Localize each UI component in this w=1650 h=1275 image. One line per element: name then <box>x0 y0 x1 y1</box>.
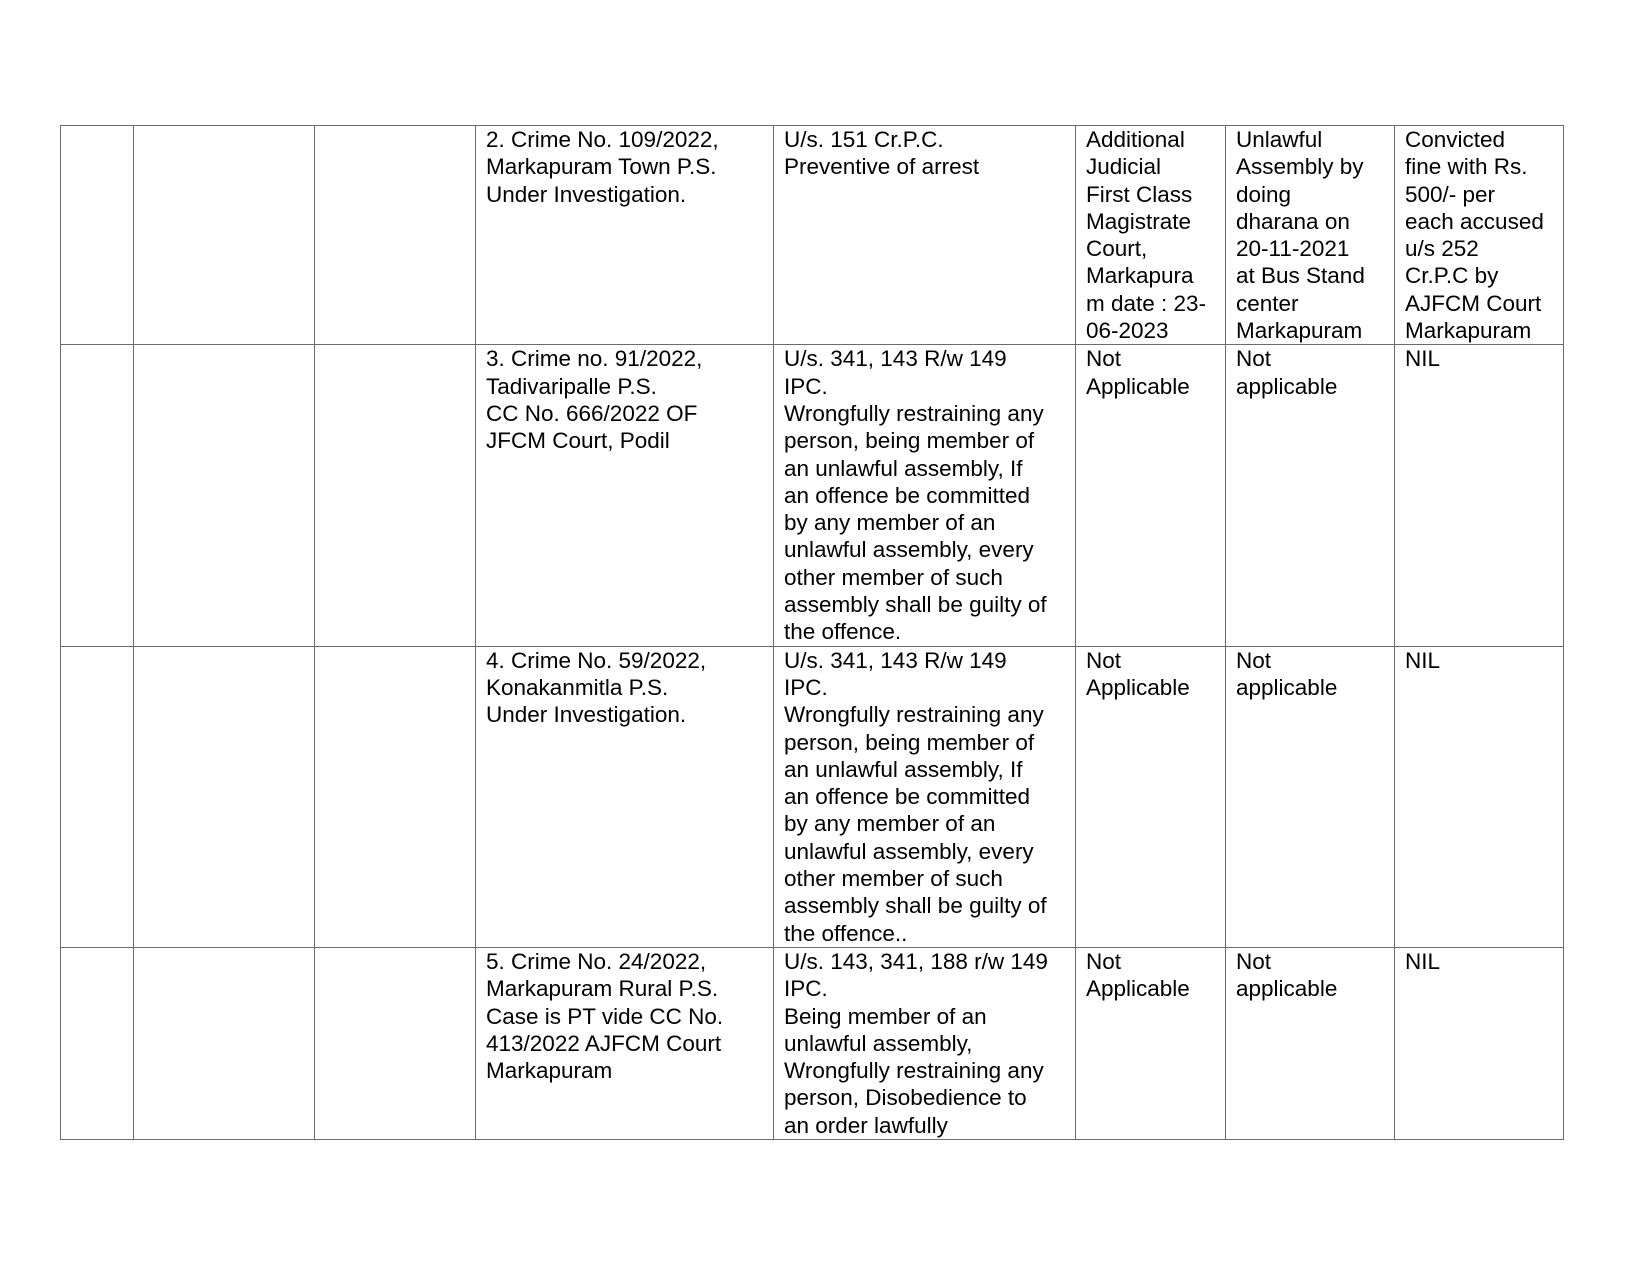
cell-text-line: Court, <box>1086 236 1148 262</box>
empty-cell <box>61 947 134 1139</box>
cell-text-line: Markapura <box>1086 263 1194 289</box>
court-cell <box>1076 947 1226 1139</box>
cell-text-line: Markapuram Rural P.S. <box>486 976 719 1002</box>
cell-text-line: Being member of an <box>784 1003 987 1029</box>
cell-text-line: 413/2022 AJFCM Court <box>486 1030 722 1056</box>
cell-text-line: dharana on <box>1236 208 1350 234</box>
cell-text-line: Markapuram <box>486 1058 613 1084</box>
cell-text-line: Markapuram Town P.S. <box>486 154 717 180</box>
empty-cell <box>134 345 315 646</box>
cell-text-line: Wrongfully restraining any <box>784 1058 1044 1084</box>
cell-text-line: each accused <box>1405 208 1544 234</box>
cell-text-line: Preventive of arrest <box>784 154 980 180</box>
cell-text-line: NIL <box>1405 346 1441 372</box>
empty-cell <box>315 345 476 646</box>
cell-text-line: Not <box>1236 346 1272 372</box>
table-row <box>61 126 1564 345</box>
cell-text-line: NIL <box>1405 647 1441 673</box>
empty-cell <box>61 345 134 646</box>
result-cell <box>1395 947 1564 1139</box>
court-cell <box>1076 126 1226 345</box>
offence-cell <box>1226 646 1395 947</box>
cell-text-line: AJFCM Court <box>1405 290 1542 316</box>
cell-text-line: m date : 23- <box>1086 290 1207 316</box>
empty-cell <box>61 646 134 947</box>
cell-text-line: Under Investigation. <box>486 702 687 728</box>
cell-text-line: CC No. 666/2022 OF <box>486 400 698 426</box>
cell-text-line: unlawful assembly, <box>784 1030 973 1056</box>
cell-text-line: an offence be committed <box>784 482 1030 508</box>
court-cell <box>1076 646 1226 947</box>
offence-cell <box>1226 345 1395 646</box>
cell-text-line: 500/- per <box>1405 181 1496 207</box>
section-cell <box>774 947 1076 1139</box>
cell-text-line: center <box>1236 290 1299 316</box>
cell-text-line: Not <box>1236 948 1272 974</box>
cell-text-line: Applicable <box>1086 373 1190 399</box>
empty-cell <box>134 947 315 1139</box>
cell-text-line: 5. Crime No. 24/2022, <box>486 948 707 974</box>
cell-text-line: person, being member of <box>784 428 1035 454</box>
offence-cell <box>1226 947 1395 1139</box>
section-cell <box>774 646 1076 947</box>
cell-text-line: Applicable <box>1086 976 1190 1002</box>
cell-text-line: the offence. <box>784 619 902 645</box>
cell-text-line: U/s. 341, 143 R/w 149 <box>784 346 1007 372</box>
cell-text-line: Judicial <box>1086 154 1162 180</box>
cell-text-line: Additional <box>1086 127 1185 152</box>
cell-text-line: Assembly by <box>1236 154 1364 180</box>
cell-text-line: 20-11-2021 <box>1236 236 1350 262</box>
cell-text-line: Case is PT vide CC No. <box>486 1003 724 1029</box>
table-row <box>61 947 1564 1139</box>
cell-text-line: other member of such <box>784 866 1003 892</box>
empty-cell <box>61 126 134 345</box>
cell-text-line: Not <box>1236 647 1272 673</box>
cell-text-line: an unlawful assembly, If <box>784 756 1023 782</box>
cell-text-line: 06-2023 <box>1086 318 1169 344</box>
cell-text-line: U/s. 151 Cr.P.C. <box>784 127 944 152</box>
case-cell <box>476 646 774 947</box>
cell-text-line: assembly shall be guilty of <box>784 893 1047 919</box>
cell-text-line: 2. Crime No. 109/2022, <box>486 127 719 152</box>
section-cell <box>774 345 1076 646</box>
cell-text-line: Applicable <box>1086 674 1190 700</box>
empty-cell <box>315 947 476 1139</box>
cell-text-line: the offence.. <box>784 920 908 946</box>
empty-cell <box>134 126 315 345</box>
cell-text-line: Markapuram <box>1405 318 1532 344</box>
cell-text-line: Unlawful <box>1236 127 1323 152</box>
offence-cell <box>1226 126 1395 345</box>
cell-text-line: applicable <box>1236 976 1338 1002</box>
cell-text-line: by any member of an <box>784 510 996 536</box>
cell-text-line: an offence be committed <box>784 784 1030 810</box>
cell-text-line: applicable <box>1236 373 1338 399</box>
case-cell <box>476 126 774 345</box>
cell-text-line: doing <box>1236 181 1292 207</box>
cell-text-line: Convicted <box>1405 127 1506 152</box>
cell-text-line: Wrongfully restraining any <box>784 702 1044 728</box>
empty-cell <box>315 126 476 345</box>
result-cell <box>1395 646 1564 947</box>
table-row <box>61 345 1564 646</box>
cell-text-line: Cr.P.C by <box>1405 263 1499 289</box>
cell-text-line: Under Investigation. <box>486 181 687 207</box>
court-cell <box>1076 345 1226 646</box>
cell-text-line: U/s. 143, 341, 188 r/w 149 <box>784 948 1048 974</box>
case-cell <box>476 947 774 1139</box>
cell-text-line: Magistrate <box>1086 208 1192 234</box>
result-cell <box>1395 126 1564 345</box>
cell-text-line: other member of such <box>784 564 1003 590</box>
cell-text-line: 4. Crime No. 59/2022, <box>486 647 707 673</box>
cell-text-line: Not <box>1086 346 1122 372</box>
cell-text-line: Markapuram <box>1236 318 1363 344</box>
case-cell <box>476 345 774 646</box>
result-cell <box>1395 345 1564 646</box>
table-row <box>61 646 1564 947</box>
section-cell <box>774 126 1076 345</box>
cell-text-line: Not <box>1086 647 1122 673</box>
empty-cell <box>134 646 315 947</box>
cell-text-line: by any member of an <box>784 811 996 837</box>
cell-text-line: JFCM Court, Podil <box>486 428 670 454</box>
cases-table <box>60 125 1564 1140</box>
cell-text-line: Konakanmitla P.S. <box>486 674 669 700</box>
cell-text-line: IPC. <box>784 373 828 399</box>
cell-text-line: assembly shall be guilty of <box>784 592 1047 618</box>
cell-text-line: Tadivaripalle P.S. <box>486 373 657 399</box>
cell-text-line: Not <box>1086 948 1122 974</box>
cell-text-line: an order lawfully <box>784 1112 948 1138</box>
cell-text-line: IPC. <box>784 674 828 700</box>
cell-text-line: IPC. <box>784 976 828 1002</box>
cell-text-line: NIL <box>1405 948 1441 974</box>
cell-text-line: u/s 252 <box>1405 236 1479 262</box>
cell-text-line: Wrongfully restraining any <box>784 400 1044 426</box>
cell-text-line: person, being member of <box>784 729 1035 755</box>
cell-text-line: unlawful assembly, every <box>784 838 1034 864</box>
cell-text-line: 3. Crime no. 91/2022, <box>486 346 703 372</box>
cell-text-line: fine with Rs. <box>1405 154 1528 180</box>
cell-text-line: at Bus Stand <box>1236 263 1365 289</box>
cell-text-line: U/s. 341, 143 R/w 149 <box>784 647 1007 673</box>
cell-text-line: First Class <box>1086 181 1193 207</box>
empty-cell <box>315 646 476 947</box>
cell-text-line: unlawful assembly, every <box>784 537 1034 563</box>
cell-text-line: person, Disobedience to <box>784 1085 1027 1111</box>
cell-text-line: applicable <box>1236 674 1338 700</box>
cell-text-line: an unlawful assembly, If <box>784 455 1023 481</box>
